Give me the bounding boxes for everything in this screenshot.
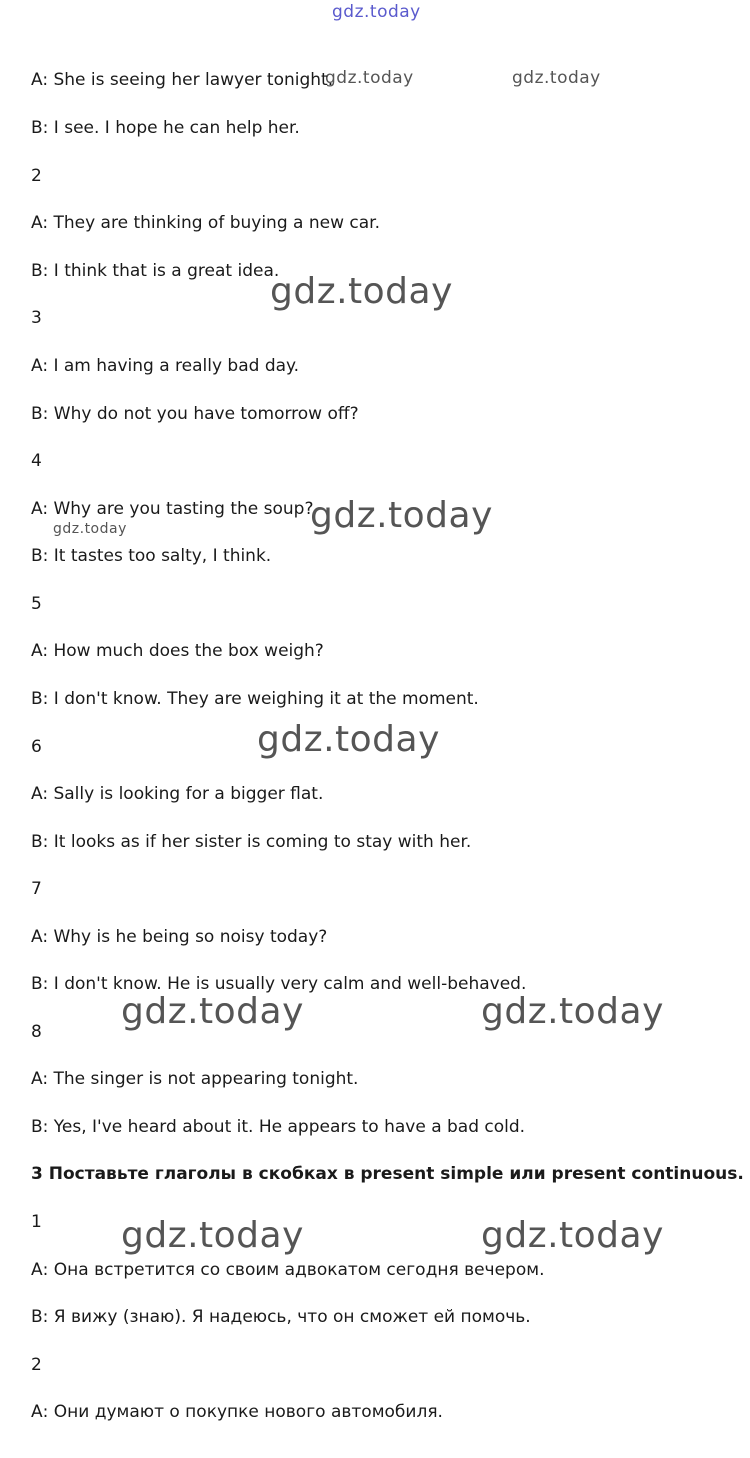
watermark: gdz.today [121,1215,304,1256]
item-number: 1 [31,1212,42,1232]
item-number: 3 [31,308,42,328]
item-number: 5 [31,594,42,614]
dialogue-line: A: Sally is looking for a bigger flat. [31,784,324,804]
watermark: gdz.today [325,68,414,88]
dialogue-line: B: Yes, I've heard about it. He appears to have a bad cold. [31,1117,526,1137]
dialogue-line: A: Why is he being so noisy today? [31,927,328,947]
item-number: 8 [31,1022,42,1042]
exercise-heading: 3 Поставьте глаголы в скобках в present simple или present continuous. [31,1164,744,1184]
item-number: 4 [31,451,42,471]
dialogue-line: B: I see. I hope he can help her. [31,118,300,138]
dialogue-line: B: Why do not you have tomorrow off? [31,404,359,424]
item-number: 2 [31,1355,42,1375]
dialogue-line: А: Они думают о покупке нового автомобиля. [31,1402,443,1422]
dialogue-line: A: They are thinking of buying a new car. [31,213,380,233]
dialogue-line: A: Why are you tasting the soup? [31,499,314,519]
dialogue-line: В: Я вижу (знаю). Я надеюсь, что он сможет ей помочь. [31,1307,531,1327]
item-number: 7 [31,879,42,899]
item-number: 6 [31,737,42,757]
watermark: gdz.today [257,719,440,760]
watermark: gdz.today [121,991,304,1032]
watermark: gdz.today [53,521,127,537]
watermark: gdz.today [481,1215,664,1256]
dialogue-line: A: The singer is not appearing tonight. [31,1069,359,1089]
dialogue-line: A: She is seeing her lawyer tonight. [31,70,334,90]
dialogue-line: B: I think that is a great idea. [31,261,280,281]
watermark: gdz.today [270,271,453,312]
watermark: gdz.today [512,68,601,88]
watermark-top: gdz.today [332,2,421,22]
dialogue-line: А: Она встретится со своим адвокатом сегодня вечером. [31,1260,545,1280]
item-number: 2 [31,166,42,186]
dialogue-line: A: How much does the box weigh? [31,641,324,661]
dialogue-line: A: I am having a really bad day. [31,356,300,376]
dialogue-line: B: I don't know. They are weighing it at the moment. [31,689,479,709]
watermark: gdz.today [310,495,493,536]
dialogue-line: B: I don't know. He is usually very calm and well-behaved. [31,974,527,994]
watermark: gdz.today [481,991,664,1032]
dialogue-line: B: It tastes too salty, I think. [31,546,272,566]
dialogue-line: B: It looks as if her sister is coming to stay with her. [31,832,472,852]
